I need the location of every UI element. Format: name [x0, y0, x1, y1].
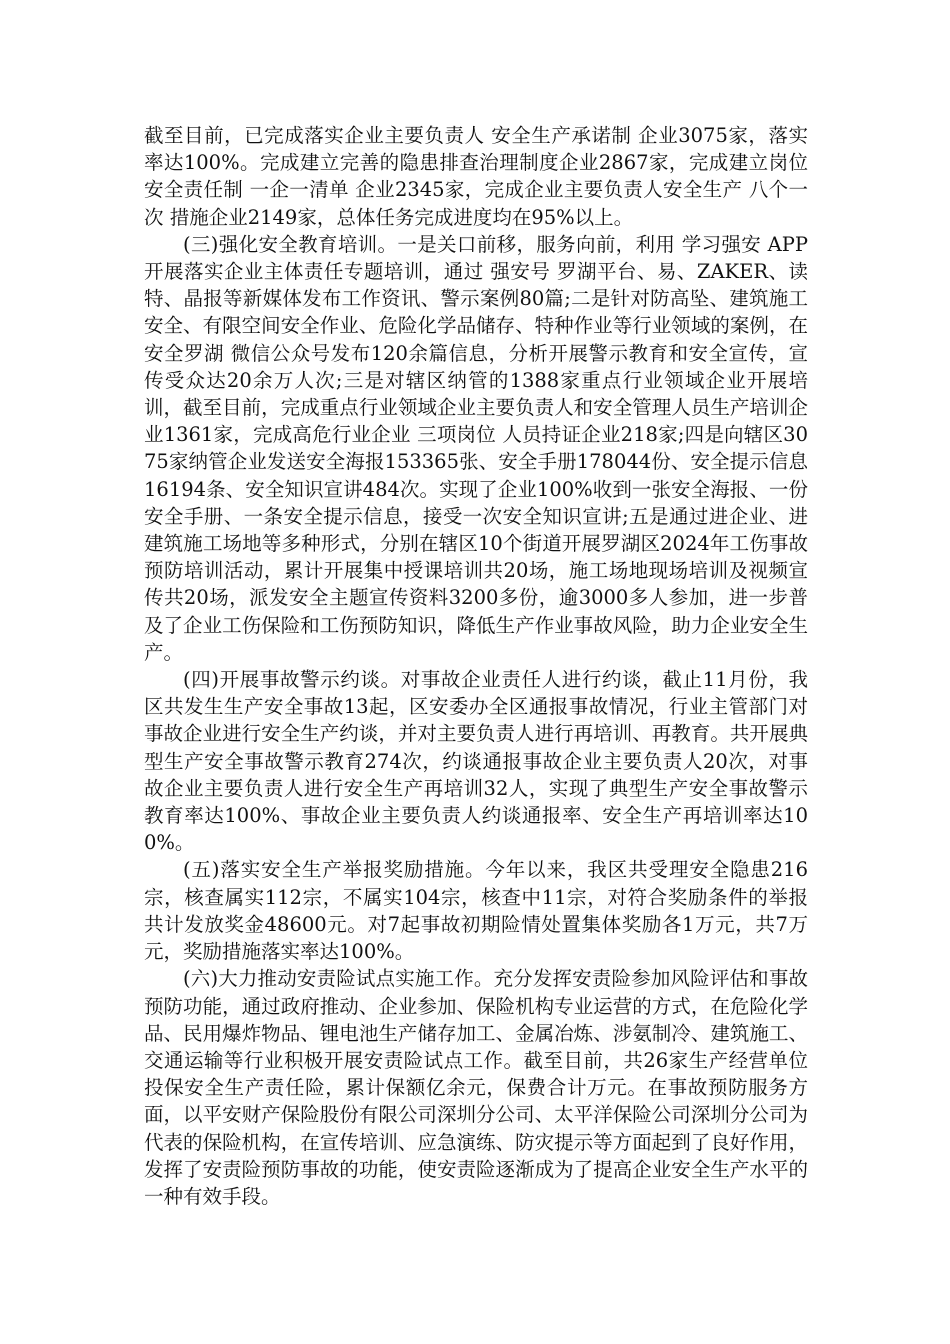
paragraph-report-rewards: (五)落实安全生产举报奖励措施。今年以来，我区共受理安全隐患216宗，核查属实112宗，不属实104宗，核查中11宗，对符合奖励条件的举报共计发放奖金48600元。对7起事故初期险情处置集体奖励各1万元，共7万元，奖励措施落实率达100%。	[144, 858, 808, 964]
paragraph-liability-insurance: (六)大力推动安责险试点实施工作。充分发挥安责险参加风险评估和事故预防功能，通过政府推动、企业参加、保险机构专业运营的方式，在危险化学品、民用爆炸物品、锂电池生产储存加工、金属冶炼、涉氨制冷、建筑施工、交通运输等行业积极开展安责险试点工作。截至目前，共26家生产经营单位投保安全生产责任险，累计保额亿余元，保费合计万元。在事故预防服务方面，以平安财产保险股份有限公司深圳分公司、太平洋保险公司深圳分公司为代表的保险机构，在宣传培训、应急演练、防灾提示等方面起到了良好作用，发挥了安责险预防事故的功能，使安责险逐渐成为了提高企业安全生产水平的一种有效手段。	[144, 967, 808, 1208]
paragraph-accident-warning-talks: (四)开展事故警示约谈。对事故企业责任人进行约谈，截止11月份，我区共发生生产安全事故13起，区安委办全区通报事故情况，行业主管部门对事故企业进行安全生产约谈，并对主要负责人进行再培训、再教育。共开展典型生产安全事故警示教育274次，约谈通报事故企业主要负责人20次，对事故企业主要负责人进行安全生产再培训32人，实现了典型生产安全事故警示教育率达100%、事故企业主要负责人约谈通报率、安全生产再培训率达100%。	[144, 668, 808, 855]
paragraph-safety-training: (三)强化安全教育培训。一是关口前移，服务向前，利用 学习强安 APP开展落实企业主体责任专题培训，通过 强安号 罗湖平台、易、ZAKER、读特、晶报等新媒体发布工作资讯、警示案例80篇;二是针对防高坠、建筑施工安全、有限空间安全作业、危险化学品储存、特种作业等行业领域的案例，在 安全罗湖 微信公众号发布120余篇信息，分析开展警示教育和安全宣传，宣传受众达20余万人次;三是对辖区纳管的1388家重点行业领域企业开展培训，截至目前，完成重点行业领域企业主要负责人和安全管理人员生产培训企业1361家，完成高危行业企业 三项岗位 人员持证企业218家;四是向辖区3075家纳管企业发送安全海报153365张、安全手册178044份、安全提示信息16194条、安全知识宣讲484次。实现了企业100%收到一张安全海报、一份安全手册、一条安全提示信息，接受一次安全知识宣讲;五是通过进企业、进建筑施工场地等多种形式，分别在辖区10个街道开展罗湖区2024年工伤事故预防培训活动，累计开展集中授课培训共20场，施工场地现场培训及视频宣传共20场，派发安全主题宣传资料3200多份，逾3000多人参加，进一步普及了企业工伤保险和工伤预防知识，降低生产作业事故风险，助力企业安全生产。	[144, 232, 808, 664]
document-body	[144, 122, 808, 1210]
paragraph-task-completion: 截至目前，已完成落实企业主要负责人 安全生产承诺制 企业3075家，落实率达100%。完成建立完善的隐患排查治理制度企业2867家，完成建立岗位安全责任制 一企一清单 企业2345家，完成企业主要负责人安全生产 八个一次 措施企业2149家，总体任务完成进度均在95%以上。	[144, 124, 808, 229]
